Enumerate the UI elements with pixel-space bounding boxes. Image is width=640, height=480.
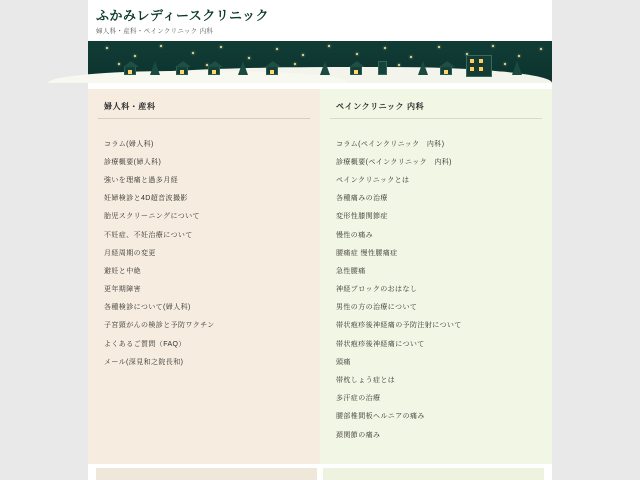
house-icon	[440, 66, 452, 75]
footer-panel-left	[96, 468, 317, 480]
star-icon	[302, 54, 304, 56]
large-building-icon	[466, 55, 492, 77]
hero-banner-winter-village	[88, 41, 552, 83]
column-pain-clinic	[320, 89, 552, 464]
star-icon	[384, 47, 386, 49]
list-item[interactable]: 更年期障害	[104, 286, 141, 294]
tree-icon	[418, 61, 428, 75]
star-icon	[192, 52, 194, 54]
list-item[interactable]: 慢性の痛み	[336, 231, 373, 239]
divider	[98, 118, 310, 119]
content-area	[88, 83, 552, 464]
site-subtitle: 婦人科・産科・ペインクリニック 内科	[96, 27, 214, 35]
star-icon	[134, 55, 136, 57]
list-item[interactable]: 腰部椎間板ヘルニアの痛み	[336, 413, 425, 421]
star-icon	[540, 48, 542, 50]
star-icon	[276, 48, 278, 50]
list-item[interactable]: 各種検診について(婦人科)	[104, 304, 191, 312]
tree-icon	[238, 61, 248, 75]
list-item[interactable]: 強いを理痛と過多月経	[104, 176, 178, 184]
list-item[interactable]: 妊婦検診と4D超音波撮影	[104, 195, 188, 203]
list-item[interactable]: 各種痛みの治療	[336, 195, 388, 203]
list-item[interactable]: メール(深見和之院長和)	[104, 358, 184, 366]
site-header	[88, 0, 552, 41]
house-icon	[176, 66, 188, 75]
divider	[330, 118, 542, 119]
star-icon	[398, 64, 400, 66]
list-item[interactable]: 多汗症の治療	[336, 395, 381, 403]
house-icon	[208, 66, 220, 75]
star-icon	[518, 55, 520, 57]
list-item[interactable]: 帯状疱疹後神経痛の予防注射について	[336, 322, 462, 330]
list-item[interactable]: 男性の方の治療について	[336, 304, 418, 312]
star-icon	[504, 63, 506, 65]
list-item[interactable]: 子宮頸がんの検診と予防ワクチン	[104, 322, 215, 330]
site-title: ふかみレディースクリニック	[96, 8, 270, 23]
star-icon	[294, 63, 296, 65]
star-icon	[248, 57, 250, 59]
list-item[interactable]: 頚関節の痛み	[336, 431, 381, 439]
list-item[interactable]: 帯枕しょう症とは	[336, 377, 396, 385]
list-item[interactable]: 腰痛症 慢性腰痛症	[336, 249, 398, 257]
star-icon	[410, 56, 412, 58]
list-item[interactable]: 不妊症、不妊治療について	[104, 231, 193, 239]
star-icon	[106, 47, 108, 49]
star-icon	[160, 45, 162, 47]
footer-panels	[88, 464, 552, 480]
star-icon	[220, 46, 222, 48]
tree-icon	[512, 61, 522, 75]
star-icon	[118, 63, 120, 65]
link-list-pain-clinic	[330, 141, 542, 440]
list-item[interactable]: 診療概要(ペインクリニック 内科)	[336, 158, 452, 166]
column-heading-gynecology: 婦人科・産科	[104, 101, 156, 111]
star-icon	[438, 46, 440, 48]
site-container	[88, 0, 552, 480]
list-item[interactable]: 急性腰痛	[336, 267, 366, 275]
list-item[interactable]: よくあるご質問（FAQ）	[104, 340, 186, 348]
list-item[interactable]: 神経ブロックのおはなし	[336, 286, 418, 294]
house-icon	[124, 66, 136, 75]
tree-icon	[320, 61, 330, 75]
footer-panel-right	[323, 468, 544, 480]
list-item[interactable]: 月経周期の変更	[104, 249, 156, 257]
list-item[interactable]: 避妊と中絶	[104, 267, 141, 275]
list-item[interactable]: コラム(婦人科)	[104, 140, 154, 148]
star-icon	[356, 53, 358, 55]
star-icon	[328, 45, 330, 47]
star-icon	[492, 45, 494, 47]
list-item[interactable]: 胎児スクリーニングについて	[104, 213, 200, 221]
house-icon	[350, 66, 362, 75]
tree-icon	[150, 61, 160, 75]
list-item[interactable]: 帯状疱疹後神経痛について	[336, 340, 425, 348]
church-tower-icon	[378, 61, 387, 75]
list-item[interactable]: 変形性膝関節症	[336, 213, 388, 221]
link-list-gynecology	[98, 141, 310, 367]
column-gynecology	[88, 89, 320, 464]
house-icon	[266, 66, 278, 75]
column-heading-pain-clinic: ペインクリニック 内科	[336, 101, 425, 111]
list-item[interactable]: 診療概要(婦人科)	[104, 158, 162, 166]
list-item[interactable]: 頭痛	[336, 358, 351, 366]
list-item[interactable]: コラム(ペインクリニック 内科)	[336, 140, 445, 148]
list-item[interactable]: ペインクリニックとは	[336, 176, 410, 184]
